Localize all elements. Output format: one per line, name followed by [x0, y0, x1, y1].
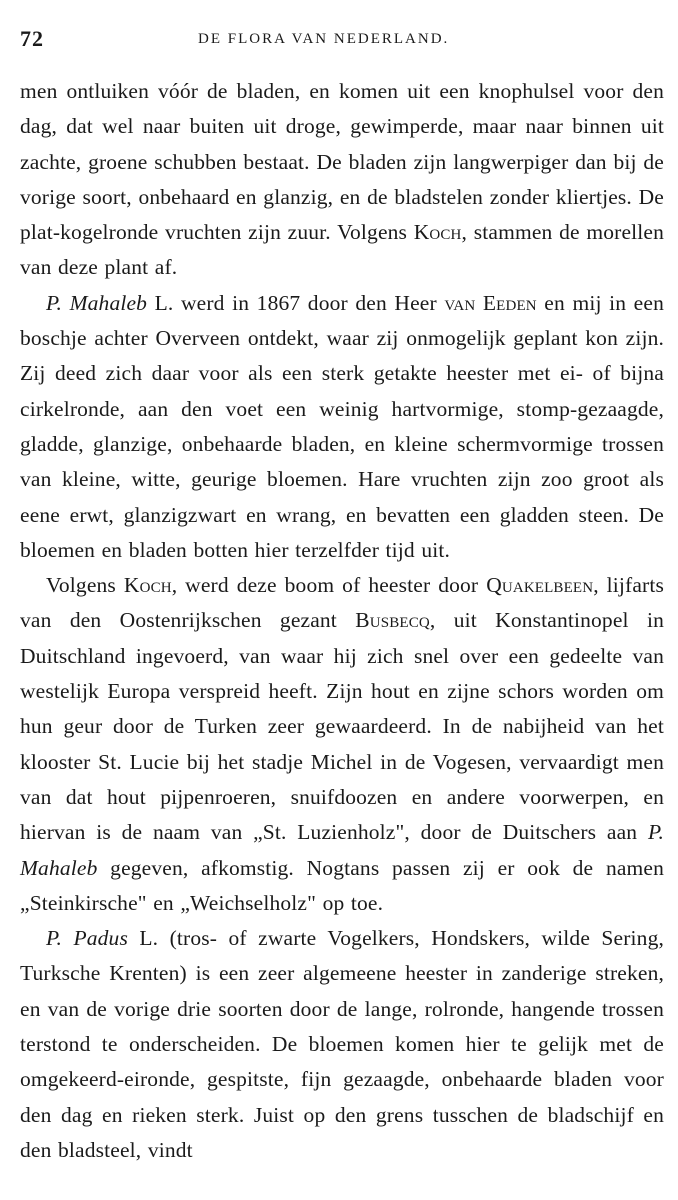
paragraph-2-text-a: werd in 1867 door den Heer — [180, 290, 445, 315]
paragraph-1-tail: , stammen de morellen van deze plant af. — [20, 220, 664, 280]
running-title: DE FLORA VAN NEDERLAND. — [198, 31, 450, 47]
paragraph-3-text-b: , werd deze boom of heester door — [171, 573, 487, 598]
paragraph-3-text-d: , uit Konstantinopel in Duitschland ingevoerd, van waar hij zich snel over een gedeelte van westelijk Europa verspreid heeft. Zijn hout en zijne schors worden om hun geur door de Turken zeer gewaardeerd. In de nabijheid van het klooster St. Lucie bij het stadje Michel in de Vogesen, vervaardigt men van dat hout pijpenroeren, snuifdoozen en andere voorwerpen, en hiervan is de naam van „St. Luzienholz", door de Duitschers aan — [20, 608, 664, 845]
person-name-van-eeden: van Eeden — [444, 290, 537, 315]
species-name: P. Mahaleb — [20, 820, 664, 880]
paragraph-1 — [20, 74, 664, 286]
author-name-koch: Koch — [413, 220, 462, 245]
species-name: P. Padus — [46, 926, 128, 951]
body-text — [20, 74, 664, 1168]
paragraph-4-text: (tros- of zwarte Vogelkers, Hondskers, wilde Sering, Turksche Krenten) is een zeer algemeene heester in zanderige streken, en van de vorige drie soorten door de lange, rolronde, hangende trossen terstond te onderscheiden. De bloemen komen hier te gelijk met de omgekeerd-eironde, gespitste, fijn gezaagde, onbehaarde bladen voor den dag en rieken sterk. Juist op den grens tusschen de bladschijf en den bladsteel, vindt — [20, 926, 664, 1162]
paragraph-3 — [20, 568, 664, 921]
page-number: 72 — [20, 26, 44, 51]
paragraph-1-text: men ontluiken vóór de bladen, en komen uit een knophulsel voor den dag, dat wel naar buiten uit droge, gewimperde, maar naar binnen uit zachte, groene schubben bestaat. De bladen zijn langwerpiger dan bij de vorige soort, onbehaard en glanzig, en de bladstelen zonder kliertjes. De plat-kogelronde vruchten zijn zuur. Volgens — [20, 79, 664, 245]
person-name-quakelbeen: Quakelbeen — [486, 573, 594, 598]
species-author: L. — [154, 290, 174, 315]
paragraph-3-text-a: Volgens — [46, 573, 124, 598]
paragraph-3-text-c: , lijfarts van den Oostenrijkschen gezant — [20, 573, 665, 633]
page-header — [20, 22, 664, 56]
book-page — [20, 22, 664, 1168]
species-author: L. — [139, 926, 159, 951]
paragraph-2-text-b: en mij in een boschje achter Overveen ontdekt, waar zij onmogelijk geplant kon zijn. Zij deed zich daar voor als een sterk getakte heester met ei- of bijna cirkelronde, aan den voet een weinig hartvormige, stomp-gezaagde, gladde, glanzige, onbehaarde bladen, en kleine schermvormige trossen van kleine, witte, geurige bloemen. Hare vruchten zijn zoo groot als eene erwt, glanzigzwart en wrang, en bevatten een gladden steen. De bloemen en bladen botten hier terzelfder tijd uit. — [20, 290, 664, 562]
paragraph-2 — [20, 286, 664, 568]
species-name: P. Mahaleb — [46, 290, 148, 315]
person-name-busbecq: Busbecq — [355, 608, 430, 633]
author-name-koch: Koch — [123, 573, 172, 598]
paragraph-3-text-e: gegeven, afkomstig. Nogtans passen zij er ook de namen „Steinkirsche" en „Weichselholz" op toe. — [20, 855, 664, 915]
paragraph-4 — [20, 921, 664, 1168]
